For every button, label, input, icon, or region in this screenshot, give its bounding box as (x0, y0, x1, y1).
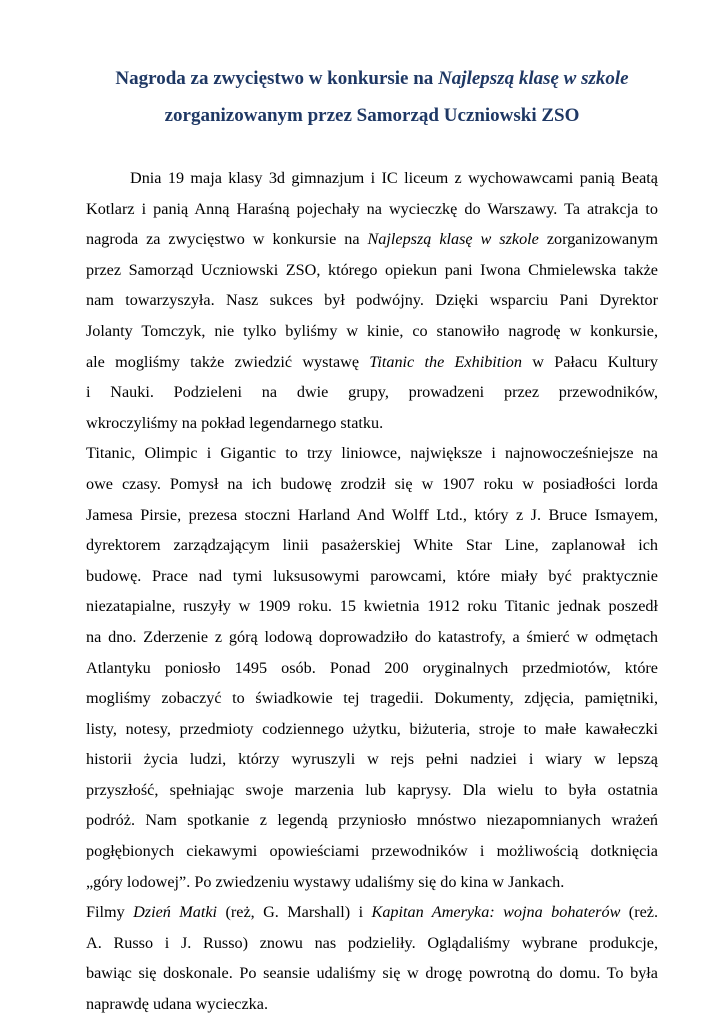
text-line: Jamesa Pirsie, prezesa stoczni Harland And Wolff Ltd., który z J. Bruce Ismayem, (86, 505, 658, 524)
text-line: Jolanty Tomczyk, nie tylko byliśmy w kinie, co stanowiło nagrodę w konkursie, (86, 321, 658, 340)
text-line: owe czasy. Pomysł na ich budowę zrodził się w 1907 roku w posiadłości lorda (86, 474, 658, 493)
text-run: (reż. (620, 903, 659, 922)
text-line (86, 224, 658, 255)
film-title: Kapitan Ameryka: wojna bohaterów (371, 903, 621, 922)
text-line: Dnia 19 maja klasy 3d gimnazjum i IC liceum z wychowawcami panią Beatą (130, 169, 658, 187)
text-line: podróż. Nam spotkanie z legendą przyniosło mnóstwo niezapomnianych wrażeń (86, 811, 658, 830)
text-run: (reż, G. Marshall) i (217, 903, 372, 922)
text-run: w Pałacu Kultury (522, 352, 658, 371)
paragraph-1 (86, 163, 658, 438)
text-line: Kotlarz i panią Anną Haraśną pojechały na wycieczkę do Warszawy. Ta atrakcja to (86, 199, 658, 218)
text-line: wkroczyliśmy na pokład legendarnego statku. (86, 413, 384, 432)
text-line: historii życia ludzi, którzy wyruszyli w rejs pełni nadziei i wiary w lepszą (86, 750, 658, 769)
text-line: Atlantyku poniosło 1495 osób. Ponad 200 oryginalnych przedmiotów, które (86, 658, 658, 677)
contest-name: Najlepszą klasę w szkole (367, 230, 539, 249)
text-run: nagroda za zwycięstwo w konkursie na (86, 230, 368, 249)
title-text: Nagroda za zwycięstwo w konkursie na (115, 68, 439, 89)
exhibition-name: Titanic the Exhibition (369, 352, 522, 371)
paragraph-2 (86, 438, 658, 897)
paragraph-3 (86, 897, 658, 1019)
text-line: na dno. Zderzenie z górą lodową doprowadziło do katastrofy, a śmierć w odmętach (86, 627, 658, 646)
text-line: naprawdę udana wycieczka. (86, 995, 269, 1014)
text-line: mogliśmy zobaczyć to świadkowie tej tragedii. Dokumenty, zdjęcia, pamiętniki, (86, 689, 658, 708)
text-line: i Nauki. Podzieleni na dwie grupy, prowadzeni przez przewodników, (86, 383, 658, 402)
film-title: Dzień Matki (133, 903, 218, 922)
title-contest-name: Najlepszą klasę w szkole (438, 68, 629, 89)
text-line: przyszłość, spełniając swoje marzenia lub kaprysy. Dla wielu to była ostatnia (86, 780, 658, 799)
text-run: Filmy (86, 903, 134, 922)
text-line: niezatapialne, ruszyły w 1909 roku. 15 kwietnia 1912 roku Titanic jednak poszedł (86, 597, 658, 616)
text-run: ale mogliśmy także zwiedzić wystawę (86, 352, 370, 371)
document-title-line-1 (86, 67, 658, 91)
text-line: dyrektorem zarządzającym linii pasażerskiej White Star Line, zaplanował ich (86, 536, 658, 555)
text-line (86, 897, 658, 928)
document-title-line-2: zorganizowanym przez Samorząd Uczniowski ZSO (164, 105, 580, 126)
text-line (86, 347, 658, 378)
text-line: budowę. Prace nad tymi luksusowymi parowcami, które miały być praktycznie (86, 566, 658, 585)
text-line: listy, notesy, przedmioty codziennego użytku, biżuteria, stroje to małe kawałeczki (86, 719, 658, 738)
text-line: Titanic, Olimpic i Gigantic to trzy liniowce, największe i najnowocześniejsze na (86, 444, 658, 463)
text-line: A. Russo i J. Russo) znowu nas podzieliły. Oglądaliśmy wybrane produkcje, (86, 933, 658, 952)
text-line: nam towarzyszyła. Nasz sukces był podwójny. Dzięki wsparciu Pani Dyrektor (86, 291, 658, 310)
text-line: pogłębionych ciekawymi opowieściami przewodników i możliwością dotknięcia (86, 842, 658, 861)
text-line: bawiąc się doskonale. Po seansie udaliśmy się w drogę powrotną do domu. To była (86, 964, 658, 983)
text-run: zorganizowanym (538, 230, 658, 249)
article-body (86, 163, 658, 1020)
text-line: przez Samorząd Uczniowski ZSO, którego opiekun pani Iwona Chmielewska także (86, 260, 658, 279)
text-line: „góry lodowej”. Po zwiedzeniu wystawy udaliśmy się do kina w Jankach. (86, 872, 565, 891)
